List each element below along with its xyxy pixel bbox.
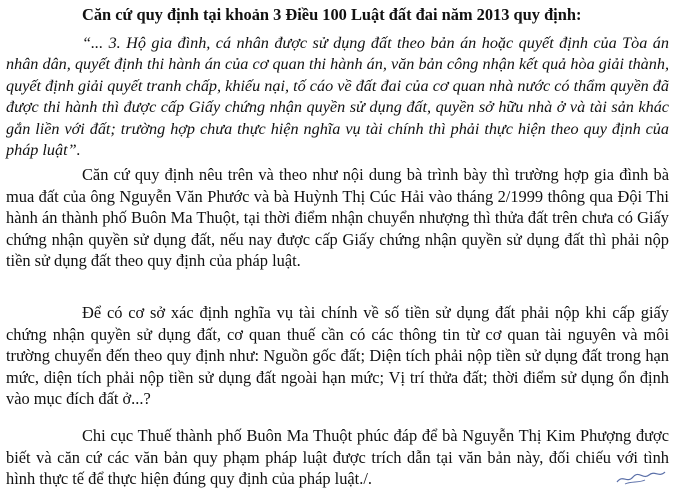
law-quote: “... 3. Hộ gia đình, cá nhân được sử dụng đất theo bản án hoặc quyết định của Tòa án nhân dân, quyết định thi hành án của cơ quan thi hành án, văn bản công nhận kết quả hòa giải thành, quyết định giải quyết tranh chấp, khiếu nại, tố cáo về đất đai của cơ quan nhà nước có thẩm quyền đã được thi hành thì được cấp Giấy chứng nhận quyền sử dụng đất, quyền sở hữu nhà ở và tài sản khác gắn liền với đất; trường hợp chưa thực hiện nghĩa vụ tài chính thì phải thực hiện theo quy định của pháp luật”. [6,34,669,160]
case-paragraph: Căn cứ quy định nêu trên và theo như nội dung bà trình bày thì trường hợp gia đình bà mua đất của ông Nguyễn Văn Phước và bà Huỳnh Thị Cúc Hải vào tháng 2/1999 thông qua Đội Thi hành án thành phố Buôn Ma Thuột, tại thời điểm nhận chuyển nhượng thì thửa đất trên chưa có Giấy chứng nhận quyền sử dụng đất, nếu nay được cấp Giấy chứng nhận quyền sử dụng đất thì phải nộp tiền sử dụng đất theo quy định của pháp luật. [6,165,669,271]
closing-paragraph: Chi cục Thuế thành phố Buôn Ma Thuột phúc đáp để bà Nguyễn Thị Kim Phượng được biết và căn cứ các văn bản quy phạm pháp luật được trích dẫn tại văn bản này, đối chiếu với tình hình thực tế để thực hiện đúng quy định của pháp luật./. [6,426,669,489]
tax-requirements-paragraph: Để có cơ sở xác định nghĩa vụ tài chính về số tiền sử dụng đất phải nộp khi cấp giấy chứng nhận quyền sử dụng đất, cơ quan thuế cần có các thông tin từ cơ quan tài nguyên và môi trường chuyển đến theo quy định như: Nguồn gốc đất; Diện tích phải nộp tiền sử dụng đất trong hạn mức, diện tích phải nộp tiền sử dụng đất ngoài hạn mức; Vị trí thửa đất; thời điểm sử dụng ổn định vào mục đích đất ở...? [6,303,669,409]
intro-paragraph: Căn cứ quy định tại khoản 3 Điều 100 Luật đất đai năm 2013 quy định: [82,5,582,24]
signature-mark [615,468,667,486]
